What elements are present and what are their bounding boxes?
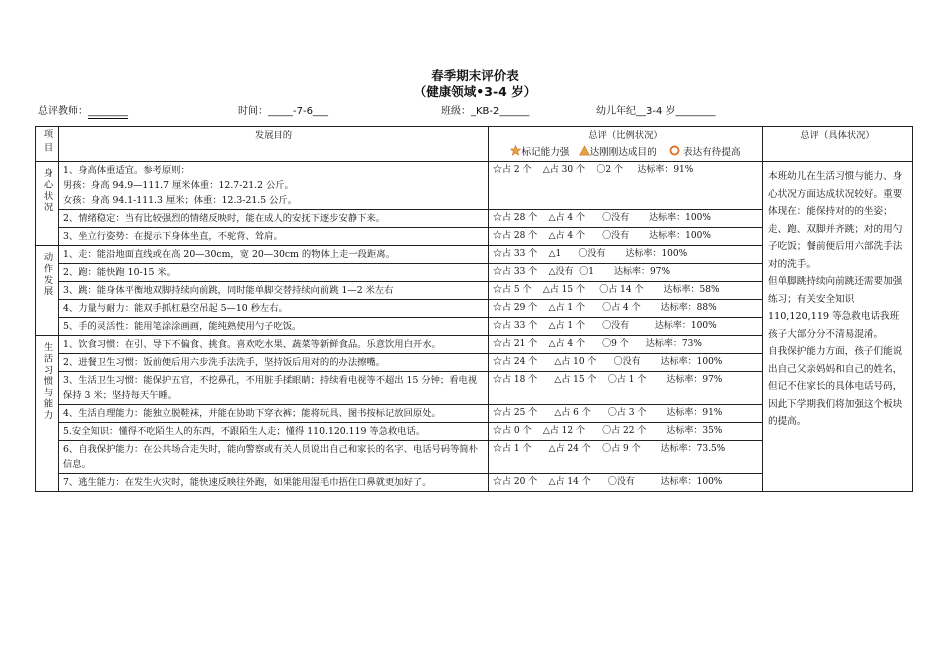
goal-cell: 4、生活自理能力：能独立脱鞋袜，并能在协助下穿衣裤；能将玩具、图书按标记放回原处。 [59,405,489,423]
goal-cell: 1、饮食习惯：在引、导下不偏食、挑食。喜欢吃水果、蔬菜等新鲜食品。乐意饮用白开水。 [59,336,489,354]
grade-value: __3-4 岁________ [636,106,716,117]
eval-cell: ☆占 28 个 △占 4 个 〇没有 达标率：100% [489,210,763,228]
group-name-cell [36,246,59,336]
table-row [36,162,913,210]
eval-cell: ☆占 33 个 △占 1 个 〇没有 达标率：100% [489,318,763,336]
eval-cell: ☆占 25 个 △占 6 个 〇占 3 个 达标率：91% [489,405,763,423]
goal-cell: 3、生活卫生习惯：能保护五官，不挖鼻孔，不用脏手揉眼睛；持续看电视等不超出 15 分钟；看电视保持 3 米；坚持每天午睡。 [59,372,489,405]
eval-cell: ☆占 5 个 △占 15 个 〇占 14 个 达标率：58% [489,282,763,300]
goal-cell: 5、手的灵活性：能用笔涂涂画画，能纯熟使用勺子吃饭。 [59,318,489,336]
time-field [238,102,328,117]
group-name-cell [36,336,59,492]
goal-cell: 2、情绪稳定：当有比较强烈的情绪反映时，能在成人的安抚下逐步安静下来。 [59,210,489,228]
goal-cell: 3、坐立行姿势：在提示下身体坐直，不驼背、耸肩。 [59,228,489,246]
teacher-field [38,102,128,119]
goal-cell: 4、力量与耐力：能双手抓杠悬空吊起 5—10 秒左右。 [59,300,489,318]
table-header-row [36,127,913,162]
triangle-icon [579,145,590,156]
goal-cell: 1、身高体重适宜。参考原则： 男孩：身高 94.9—111.7 厘米体重：12.7-21.2 公斤。 女孩：身高 94.1-111.3 厘米；体重：12.3-21.5 公斤。 [59,162,489,210]
document-title: 春季期末评价表 [431,68,519,83]
eval-cell: ☆占 2 个 △占 30 个 〇2 个 达标率：91% [489,162,763,210]
goal-cell: 5.安全知识：懂得不吃陌生人的东西，不跟陌生人走；懂得 110.120.119 等急救电话。 [59,423,489,441]
goal-cell: 2、跑：能快跑 10-15 米。 [59,264,489,282]
goal-cell: 1、走：能沿地面直线或在高 20—30cm，宽 20—30cm 的物体上走一段距离。 [59,246,489,264]
eval-cell: ☆占 28 个 △占 4 个 〇没有 达标率：100% [489,228,763,246]
eval-cell: ☆占 21 个 △占 4 个 〇9 个 达标率：73% [489,336,763,354]
header-summary: 总评（具体状况） [763,127,913,162]
header-goal: 发展目的 [59,127,489,162]
time-value: _____-7-6___ [268,106,328,117]
teacher-label: 总评教师： [38,106,88,117]
legend-circle-label: 表达有待提高 [682,147,741,158]
star-icon [510,145,521,156]
eval-cell: ☆占 29 个 △占 1 个 〇占 4 个 达标率：88% [489,300,763,318]
goal-cell: 6、自我保护能力：在公共场合走失时，能向警察或有关人员说出自己和家长的名字、电话号码等简朴信息。 [59,441,489,474]
teacher-value: ________ [88,106,128,117]
legend-star-label: 标记能力强 [521,147,570,158]
eval-cell: ☆占 1 个 △占 24 个 〇占 9 个 达标率：73.5% [489,441,763,474]
summary-cell: 本班幼儿在生活习惯与能力、身心状况方面达成状况较好。重要体现在：能保持对的的坐姿；走、跑、双脚并齐跳；对的用勺子吃饭；餐前便后用六部洗手法对的洗手。 但单脚跳持续向前跳还需要加强练习；有关安全知识 110,120,119 等急救电话我班孩子大部分分不清易混淆。 自我保护能力方面，孩子们能说出自己父亲妈妈和自己的姓名，但记不住家长的具体电话号码，因此下学期我们将加强这个板块的提高。 [763,162,913,492]
group-name-cell [36,162,59,246]
eval-cell: ☆占 0 个 △占 12 个 〇占 22 个 达标率：35% [489,423,763,441]
goal-cell: 7、逃生能力：在发生火灾时，能快速反映往外跑，如果能用湿毛巾捂住口鼻就更加好了。 [59,474,489,492]
grade-label: 幼儿年纪 [596,106,636,117]
header-eval-title: 总评（比例状况） [588,130,663,141]
eval-cell: ☆占 33 个 △没有 〇1 达标率：97% [489,264,763,282]
class-value: _KB-2______ [471,106,530,117]
eval-cell: ☆占 33 个 △1 〇没有 达标率：100% [489,246,763,264]
document-subtitle: （健康领域•3-4 岁） [413,84,537,99]
evaluation-table [35,126,913,492]
legend [493,145,758,160]
class-field [441,102,529,117]
legend-triangle-label: 达刚刚达成目的 [589,147,657,158]
header-eval [489,127,763,162]
group-name: 身心状况 [41,168,53,214]
eval-cell: ☆占 18 个 △占 15 个 〇占 1 个 达标率：97% [489,372,763,405]
group-name: 生活习惯与能力 [41,342,53,422]
goal-cell: 2、进餐卫生习惯：饭前便后用六步洗手法洗手，坚持饭后用对的的办法擦嘴。 [59,354,489,372]
time-label: 时间： [238,106,268,117]
eval-cell: ☆占 20 个 △占 14 个 〇没有 达标率：100% [489,474,763,492]
group-name: 动作发展 [41,252,53,298]
eval-cell: ☆占 24 个 △占 10 个 〇没有 达标率：100% [489,354,763,372]
grade-field [596,102,716,117]
header-item: 项目 [36,127,59,162]
goal-cell: 3、跳：能身体平衡地双脚持续向前跳，同时能单脚交替持续向前跳 1—2 米左右 [59,282,489,300]
class-label: 班级： [441,106,471,117]
circle-icon [669,145,680,156]
